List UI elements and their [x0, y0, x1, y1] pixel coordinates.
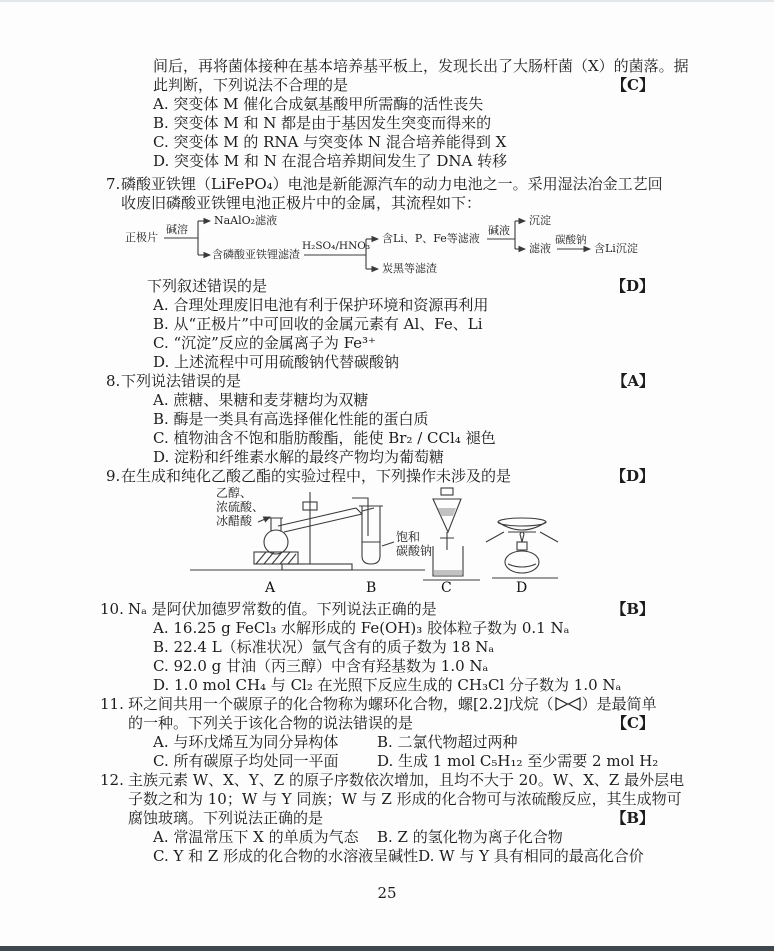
process-flow-diagram — [100, 213, 660, 277]
q7-option-d: D. 上述流程中可用硫酸钠代替碳酸钠 — [153, 353, 400, 371]
q6-answer-badge: 【C】 — [612, 76, 654, 94]
q7-stem-line-2: 收废旧磷酸亚铁锂电池正极片中的金属，其流程如下： — [121, 194, 482, 212]
q6-option-d: D. 突变体 M 和 N 在混合培养期间发生了 DNA 转移 — [153, 152, 508, 170]
q12-option-d: D. W 与 Y 具有相同的最高化合价 — [418, 847, 644, 865]
q11-stem-line-2 — [128, 714, 654, 733]
q8-option-a: A. 蔗糖、果糖和麦芽糖均为双糖 — [153, 391, 369, 409]
apparatus-diagram — [100, 486, 654, 600]
q11-stem-text-2: 的一种。下列关于该化合物的说法错误的是 — [128, 714, 414, 732]
q12-stem-line-2: 子数之和为 10；W 与 Y 同族；W 与 Z 形成的化合物可与浓硫酸反应，其生成物可 — [128, 790, 682, 808]
q11-option-c: C. 所有碳原子均处同一平面 — [153, 752, 339, 770]
flow-node-naalo2: NaAlO₂滤液 — [214, 214, 278, 227]
q12-options-row-2 — [100, 847, 654, 866]
flow-node-input: 正极片 — [125, 231, 158, 244]
flow-node-li-p-fe: 含Li、P、Fe等滤液 — [382, 232, 480, 245]
q6-option-b: B. 突变体 M 和 N 都是由于基因发生突变而得来的 — [153, 114, 492, 132]
q12-stem-text-3: 腐蚀玻璃。下列说法正确的是 — [128, 809, 324, 827]
q6-question-line — [153, 76, 654, 95]
q7-option-c: C. “沉淀”反应的金属离子为 Fe³⁺ — [153, 334, 376, 352]
q10-stem-line — [100, 600, 654, 619]
reagent-label-line-2: 浓硫酸、 — [216, 500, 265, 514]
q12-stem-line-1 — [100, 771, 685, 790]
q6-option-a: A. 突变体 M 催化合成氨基酸甲所需酶的活性丧失 — [153, 95, 484, 113]
q9-stem-text: 在生成和纯化乙酸乙酯的实验过程中，下列操作未涉及的是 — [121, 467, 512, 485]
page-bottom-bar — [0, 946, 774, 951]
q8-number: 8. — [106, 372, 121, 390]
reagent-label-line-3: 冰醋酸 — [216, 514, 253, 528]
q11-options-row-1 — [100, 733, 654, 752]
q11-answer-badge: 【C】 — [612, 714, 654, 732]
apparatus-line-art — [100, 486, 654, 600]
apparatus-label-c: C — [441, 580, 452, 596]
q12-stem-line-3 — [128, 809, 654, 828]
soda-label-line-1: 饱和 — [396, 530, 421, 544]
q9-stem-line — [100, 467, 654, 486]
q8-stem-text: 下列说法错误的是 — [121, 372, 242, 390]
flow-node-carbon-residue: 炭黑等滤渣 — [382, 262, 437, 275]
q7-stem-line-1 — [100, 175, 663, 194]
q12-stem-text-1: 主族元素 W、X、Y、Z 的原子序数依次增加，且均不大于 20。W、X、Z 最外层电 — [128, 771, 685, 789]
q8-answer-badge: 【A】 — [612, 372, 654, 390]
flow-node-precipitate: 沉淀 — [529, 214, 551, 227]
q7-option-a: A. 合理处理废旧电池有利于保护环境和资源再利用 — [153, 296, 489, 314]
page-footer-number: 25 — [377, 884, 397, 902]
q10-number: 10. — [100, 600, 124, 618]
q10-option-c: C. 92.0 g 甘油（丙三醇）中含有羟基数为 1.0 Nₐ — [153, 657, 489, 675]
q10-stem-text: Nₐ 是阿伏加德罗常数的值。下列说法正确的是 — [128, 600, 437, 618]
q10-answer-badge: 【B】 — [611, 600, 654, 618]
q11-number: 11. — [100, 695, 124, 713]
q9-number: 9. — [106, 467, 121, 485]
q12-answer-badge: 【B】 — [611, 809, 654, 827]
apparatus-label-d: D — [516, 580, 528, 596]
flow-node-li-precipitate: 含Li沉淀 — [594, 242, 638, 255]
q11-option-d: D. 生成 1 mol C₅H₁₂ 至少需要 2 mol H₂ — [377, 752, 659, 770]
q8-option-b: B. 酶是一类具有高选择催化性能的蛋白质 — [153, 410, 429, 428]
flow-node-filtrate: 滤液 — [529, 242, 551, 255]
q12-option-a: A. 常温常压下 X 的单质为气态 — [153, 828, 359, 846]
q6-question-text: 此判断，下列说法不合理的是 — [153, 76, 349, 94]
q11-stem-line-1 — [100, 695, 657, 714]
q11-stem-text-pre: 环之间共用一个碳原子的化合物称为螺环化合物，螺[2.2]戊烷（ — [128, 695, 554, 713]
q7-question-text: 下列叙述错误的是 — [147, 277, 268, 295]
apparatus-label-b: B — [366, 580, 377, 596]
q12-option-b: B. Z 的氢化物为离子化合物 — [377, 828, 563, 846]
q9-answer-badge: 【D】 — [610, 467, 654, 485]
q7-number: 7. — [106, 175, 121, 193]
reagent-label-line-1: 乙醇、 — [216, 486, 253, 500]
flow-arrow1-label: 碱溶 — [166, 223, 188, 236]
q7-question-line — [147, 277, 654, 296]
q8-option-d: D. 淀粉和纤维素水解的最终产物均为葡萄糖 — [153, 448, 445, 466]
q7-answer-badge: 【D】 — [610, 277, 654, 295]
flow-arrow3-label: 碱液 — [488, 224, 510, 237]
q8-option-c: C. 植物油含不饱和脂肪酸酯，能使 Br₂ / CCl₄ 褪色 — [153, 429, 496, 447]
q10-option-b: B. 22.4 L（标准状况）氩气含有的质子数为 18 Nₐ — [153, 638, 495, 656]
page-top-edge — [0, 0, 774, 2]
q7-option-b: B. 从“正极片”中可回收的金属元素有 Al、Fe、Li — [153, 315, 483, 333]
q12-number: 12. — [100, 771, 124, 789]
flow-node-residue: 含磷酸亚铁锂滤渣 — [212, 248, 300, 261]
q11-options-row-2 — [100, 752, 659, 771]
flow-arrow2-label: H₂SO₄/HNO₃ — [302, 240, 371, 252]
q7-stem-text-1: 磷酸亚铁锂（LiFePO₄）电池是新能源汽车的动力电池之一。采用湿法冶金工艺回 — [121, 175, 663, 193]
page-content — [100, 57, 689, 866]
apparatus-label-a: A — [265, 580, 276, 596]
q8-stem-line — [100, 372, 654, 391]
q10-option-a: A. 16.25 g FeCl₃ 水解形成的 Fe(OH)₃ 胶体粒子数为 0.1 Nₐ — [153, 619, 570, 637]
q11-option-a: A. 与环戊烯互为同分异构体 — [153, 733, 339, 751]
q11-stem-text-post: ）是最简单 — [581, 695, 657, 713]
q12-options-row-1 — [100, 828, 654, 847]
soda-label-line-2: 碳酸钠 — [396, 544, 433, 558]
q6-continuation-line-1: 间后，再将菌体接种在基本培养基平板上，发现长出了大肠杆菌（X）的菌落。据 — [153, 57, 689, 75]
spiro-compound-icon — [555, 697, 581, 711]
q6-option-c: C. 突变体 M 的 RNA 与突变体 N 混合培养能得到 X — [153, 133, 507, 151]
q12-option-c: C. Y 和 Z 形成的化合物的水溶液呈碱性 — [153, 847, 419, 865]
flow-arrow4-label: 碳酸钠 — [555, 234, 587, 246]
q10-option-d: D. 1.0 mol CH₄ 与 Cl₂ 在光照下反应生成的 CH₃Cl 分子数为 1.0 Nₐ — [153, 676, 622, 694]
q11-option-b: B. 二氯代物超过两种 — [377, 733, 518, 751]
